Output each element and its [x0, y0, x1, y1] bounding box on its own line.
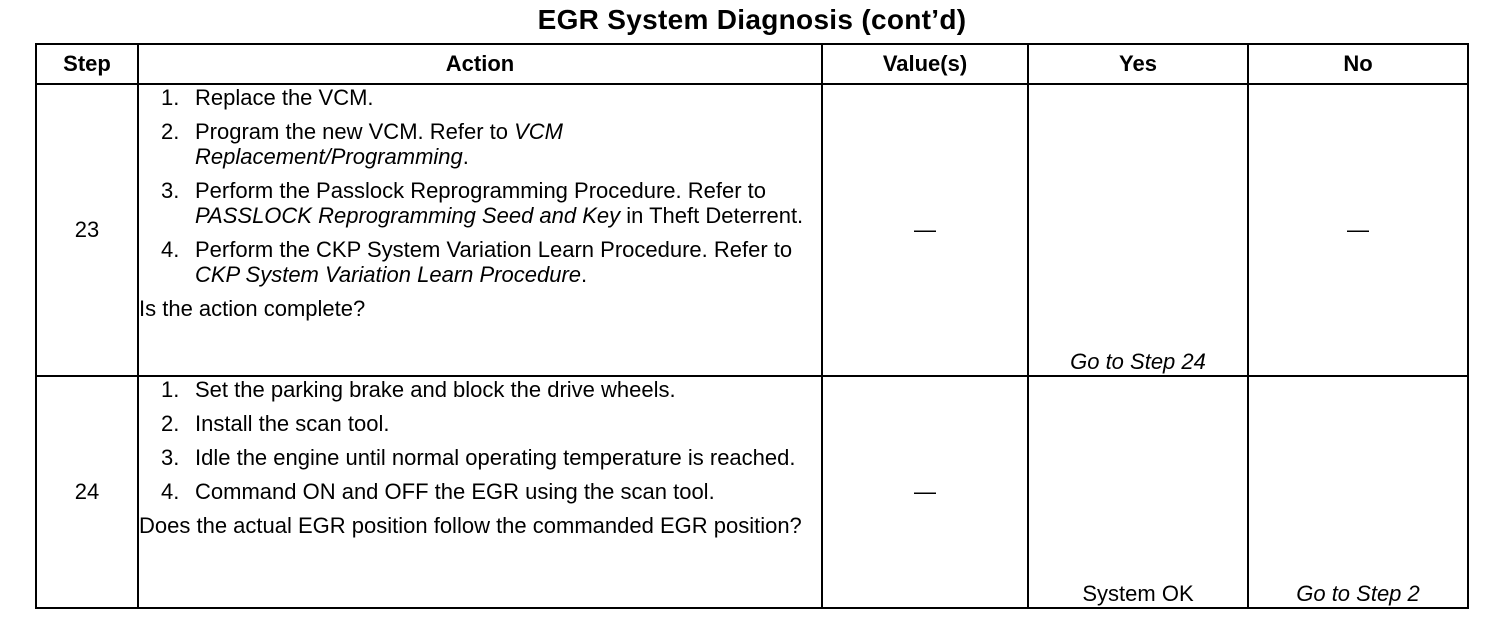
action-item-text: Replace the VCM. [195, 85, 374, 110]
action-item-number: 4. [161, 479, 180, 504]
action-list [139, 85, 821, 287]
yes-result: Go to Step 24 [1028, 84, 1248, 376]
no-result: Go to Step 2 [1248, 376, 1468, 608]
page-title: EGR System Diagnosis (cont’d) [537, 4, 967, 35]
action-item [161, 178, 821, 228]
action-item-text: Idle the engine until normal operating temperature is reached. [195, 445, 796, 470]
action-item [161, 119, 821, 169]
no-result: — [1248, 84, 1468, 376]
action-question: Is the action complete? [139, 296, 366, 321]
action-item-text [195, 119, 821, 169]
action-item-text: Command ON and OFF the EGR using the scan tool. [195, 479, 715, 504]
action-item-text [195, 237, 821, 287]
action-text: Perform the CKP System Variation Learn Procedure. Refer to [195, 237, 793, 262]
action-item-number: 2. [161, 411, 180, 436]
reference-link: CKP System Variation Learn Procedure [195, 262, 581, 287]
action-item [161, 479, 821, 504]
step-number: 24 [36, 376, 138, 608]
action-text: Perform the Passlock Reprogramming Procedure. Refer to [195, 178, 767, 203]
action-item-text: Set the parking brake and block the drive wheels. [195, 377, 676, 402]
action-text: Program the new VCM. Refer to [195, 119, 515, 144]
action-item-number: 3. [161, 445, 180, 470]
action-list [139, 377, 821, 504]
action-item-text [195, 178, 821, 228]
header-yes: Yes [1028, 44, 1248, 84]
action-question: Does the actual EGR position follow the commanded EGR position? [139, 513, 802, 538]
action-text: in Theft Deterrent. [620, 203, 804, 228]
value-cell: — [822, 84, 1028, 376]
action-item [161, 237, 821, 287]
action-item-number: 3. [161, 178, 180, 203]
header-values: Value(s) [822, 44, 1028, 84]
action-item [161, 377, 821, 402]
table-header-row [36, 44, 1468, 84]
action-item [161, 411, 821, 436]
action-item-number: 4. [161, 237, 180, 262]
table-row-step-24 [36, 376, 1468, 608]
action-item-number: 2. [161, 119, 180, 144]
action-text: . [581, 262, 588, 287]
yes-result: System OK [1028, 376, 1248, 608]
value-cell: — [822, 376, 1028, 608]
header-no: No [1248, 44, 1468, 84]
header-action: Action [138, 44, 822, 84]
action-item [161, 85, 821, 110]
action-cell [138, 84, 822, 376]
diagnosis-table [35, 43, 1469, 609]
header-step: Step [36, 44, 138, 84]
step-number: 23 [36, 84, 138, 376]
action-text: . [462, 144, 469, 169]
action-item-number: 1. [161, 85, 180, 110]
action-cell [138, 376, 822, 608]
action-item-number: 1. [161, 377, 180, 402]
action-item [161, 445, 821, 470]
action-item-text: Install the scan tool. [195, 411, 390, 436]
reference-link: VCM Replacement/Programming [195, 119, 564, 169]
table-row-step-23 [36, 84, 1468, 376]
reference-link: PASSLOCK Reprogramming Seed and Key [195, 203, 621, 228]
